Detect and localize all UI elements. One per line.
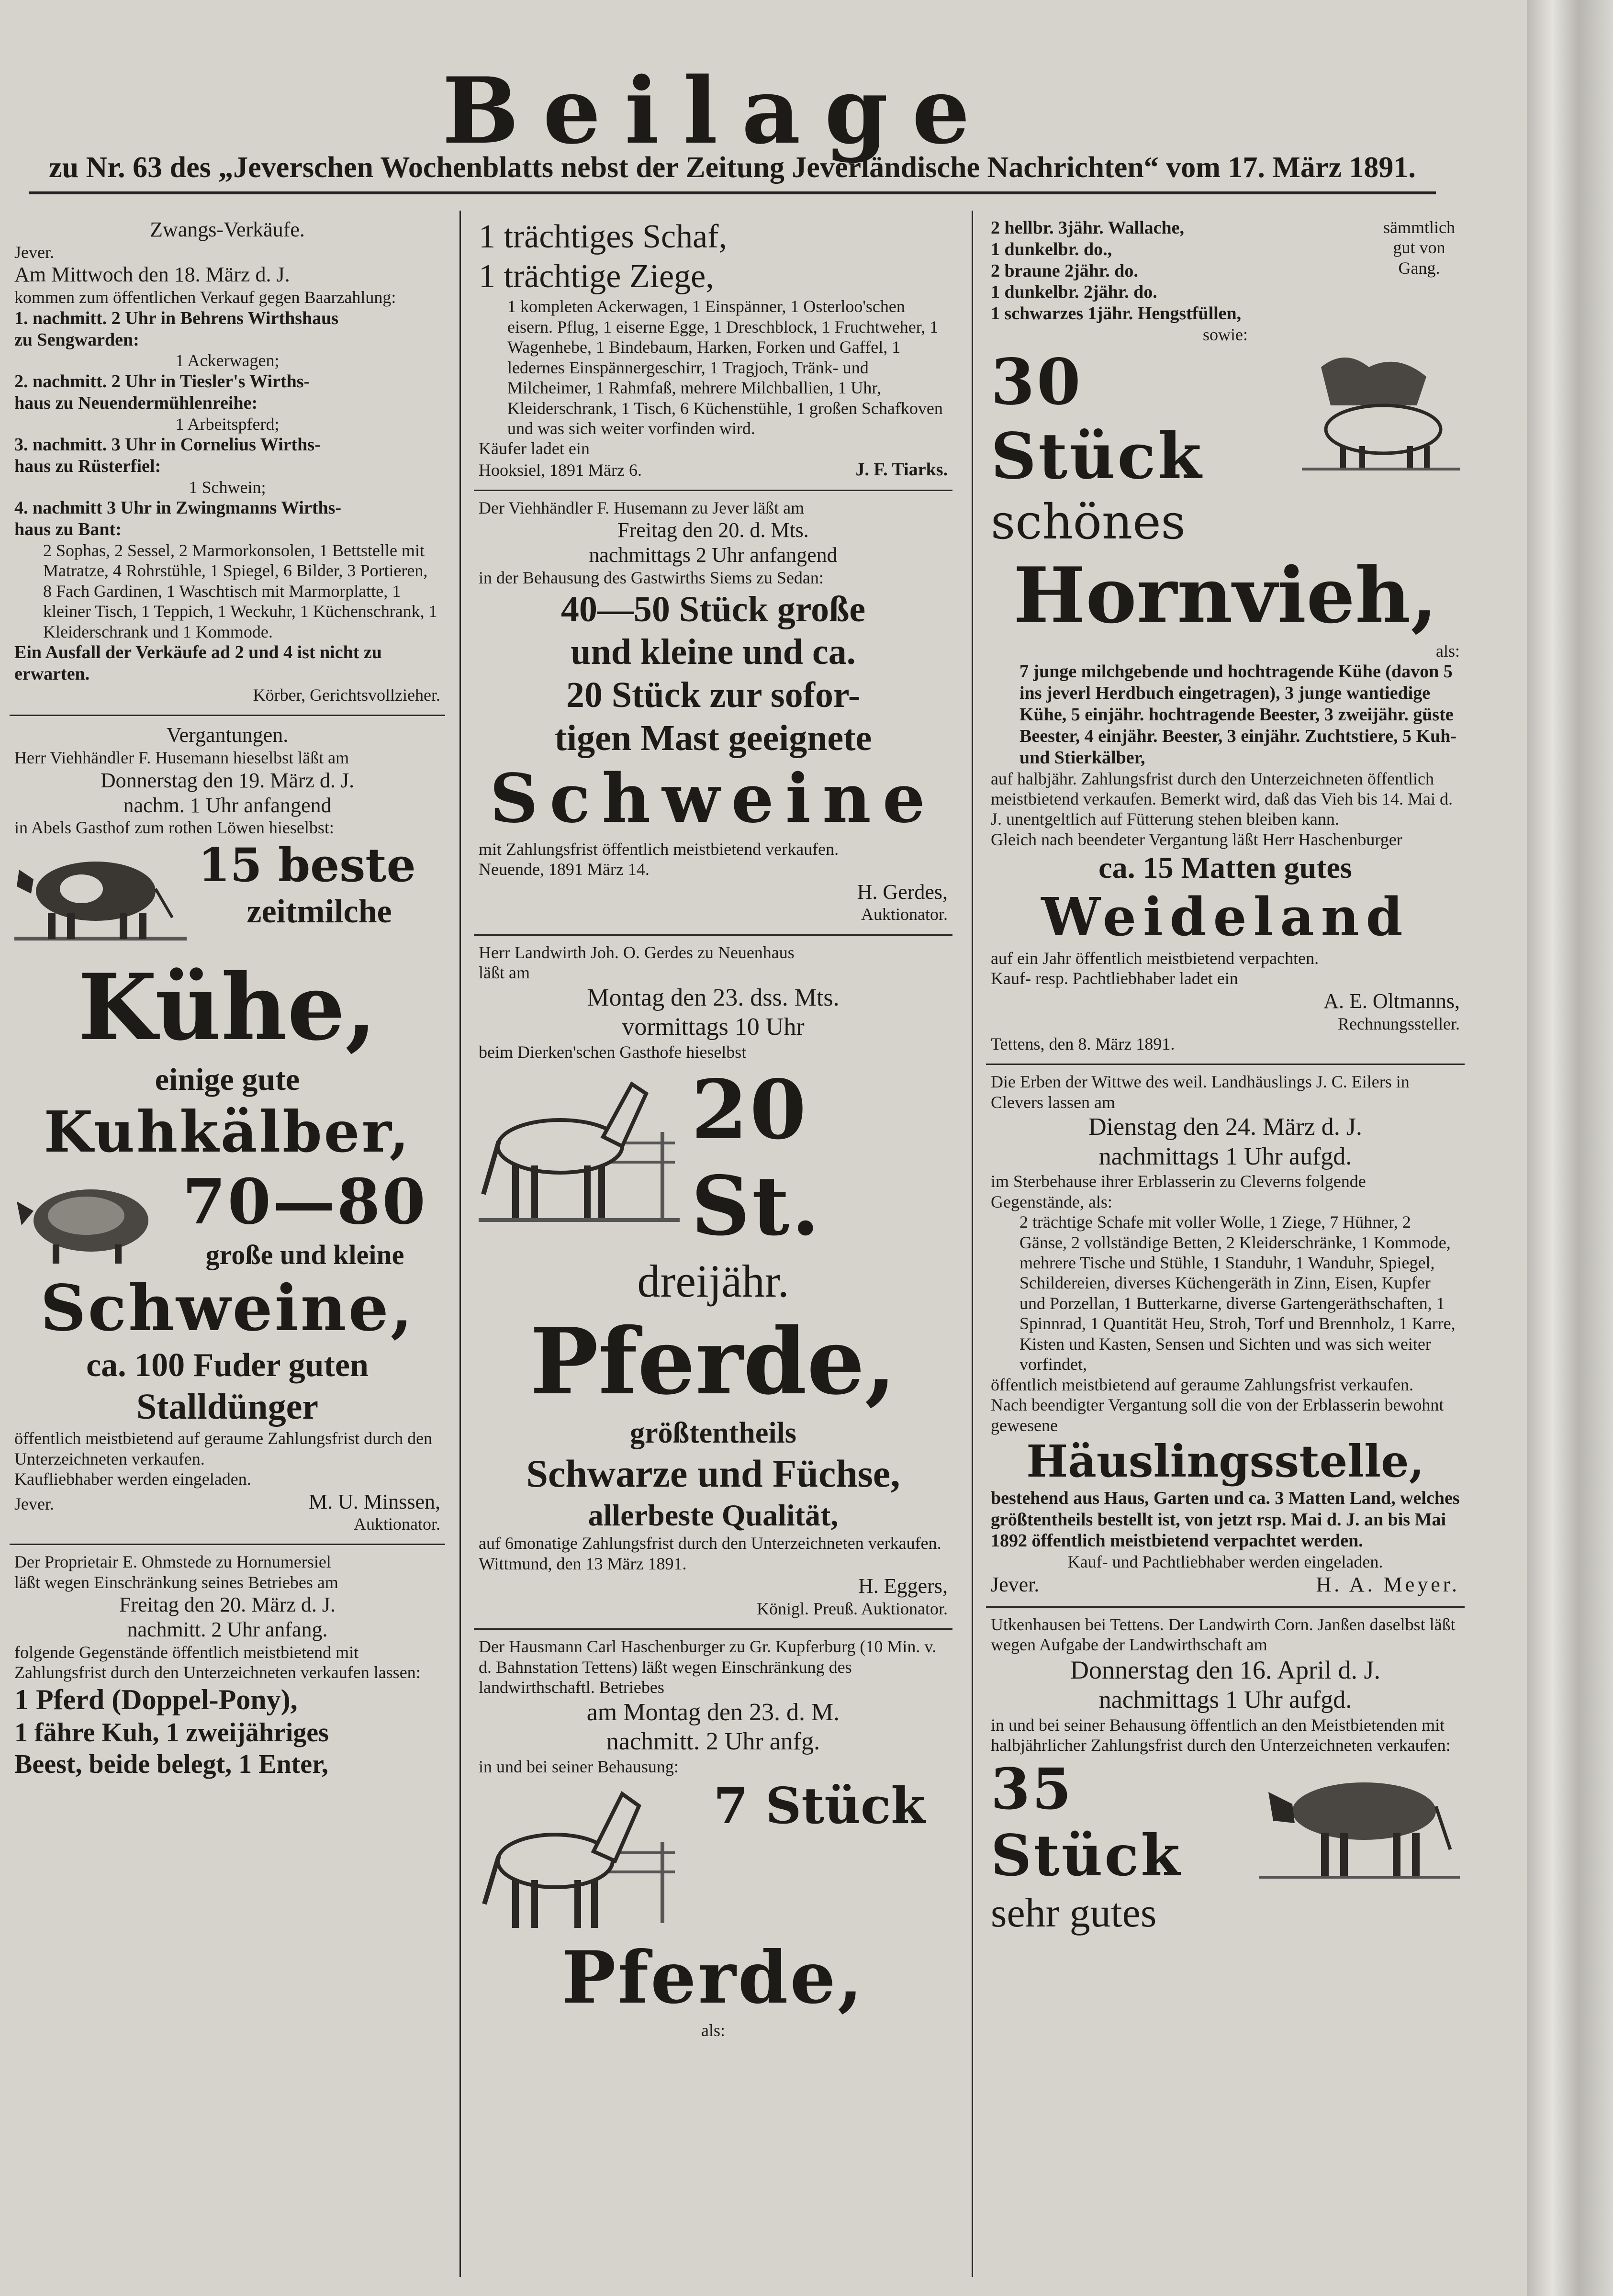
ad-big-text: Pferde, [530, 1308, 896, 1415]
ad-big-text: 20 St. [691, 1062, 822, 1254]
ad-signature: J. F. Tiarks. [855, 459, 948, 480]
ad-schaf [474, 211, 952, 491]
ad-big-text: Stalldünger [136, 1386, 319, 1427]
ad-haschenburger [474, 1630, 952, 2050]
ad-text: in und bei seiner Behausung öffentlich an den Meistbietenden mit halbjährlicher Zahlungsfrist durch den Unterzeichneten verkaufen: [991, 1715, 1451, 1755]
ad-note: Ein Ausfall der Verkäufe ad 2 und 4 ist nicht zu erwarten. [14, 642, 382, 684]
ad-text: Kauf- resp. Pachtliebhaber ladet ein [991, 969, 1238, 988]
ad-text: Der Viehhändler F. Husemann zu Jever läßt am [479, 498, 805, 517]
ad-text: Die Erben der Wittwe des weil. Landhäuslings J. C. Eilers in Clevers lassen am [991, 1072, 1410, 1112]
column-left [10, 211, 445, 2277]
ad-janssen [986, 1608, 1465, 1947]
ad-text: Herr Landwirth Joh. O. Gerdes zu Neuenhaus [479, 942, 795, 962]
ad-big-text: Schweine, [40, 1271, 414, 1346]
ad-text: kommen zum öffentlichen Verkauf gegen Baarzahlung: [14, 288, 396, 307]
pig-block [14, 1165, 440, 1271]
ad-big-text: Beest, beide belegt, 1 Enter, [14, 1749, 328, 1779]
ad-big-text: sehr gutes [991, 1890, 1157, 1936]
cattle-block [991, 345, 1460, 551]
list-item: 1 schwarzes 1jähr. Hengstfüllen, [991, 303, 1242, 324]
ad-text: 3. nachmitt. 3 Uhr in Cornelius Wirths- [14, 435, 321, 455]
ad-text: 2. nachmitt. 2 Uhr in Tiesler's Wirths- [14, 371, 310, 392]
ad-date: Tettens, den 8. März 1891. [991, 1034, 1175, 1054]
ad-date: Dienstag den 24. März d. J. [1088, 1113, 1362, 1141]
ad-big-text: größtentheils [630, 1416, 796, 1449]
ad-signature: Körber, Gerichtsvollzieher. [253, 685, 440, 705]
ad-text: auf 6monatige Zahlungsfrist durch den Unterzeichneten verkaufen. [479, 1534, 941, 1553]
ad-big-text: einige gute [155, 1062, 300, 1098]
ad-text: sowie: [1203, 325, 1248, 345]
ad-time: nachmittags 1 Uhr aufgd. [1098, 1686, 1352, 1714]
ad-big-text: 1 trächtige Ziege, [479, 258, 714, 295]
ad-text: 1 Ackerwagen; [175, 351, 280, 370]
ad-role: Auktionator. [861, 905, 948, 924]
ad-big-text: ca. 15 Matten gutes [1098, 851, 1352, 885]
list-item: 1 dunkelbr. do., [991, 239, 1112, 259]
ad-big-text: allerbeste Qualität, [588, 1498, 839, 1532]
cattle-illustration-icon [1302, 348, 1460, 472]
cow-illustration-icon [14, 841, 187, 951]
ad-gerdes [474, 936, 952, 1630]
ad-date: Freitag den 20. März d. J. [119, 1593, 336, 1617]
ad-hornvieh [986, 211, 1465, 1065]
column-rule [459, 211, 461, 2277]
ad-place: Jever. [14, 242, 54, 262]
ad-time: nachmittags 2 Uhr anfangend [589, 543, 838, 567]
ad-heading: Zwangs-Verkäufe. [150, 218, 305, 241]
ad-text: Der Proprietair E. Ohmstede zu Hornumersiel [14, 1552, 331, 1572]
ad-big-text: 1 trächtiges Schaf, [479, 218, 727, 255]
ad-text: läßt wegen Einschränkung seines Betriebes am [14, 1572, 338, 1592]
cow-block [991, 1756, 1460, 1938]
ad-big-text: Häuslingsstelle, [1026, 1435, 1424, 1488]
ad-text: in und bei seiner Behausung: [479, 1757, 679, 1776]
ad-big-text: dreijähr. [637, 1255, 789, 1307]
ad-place: Jever. [14, 1494, 54, 1513]
cow-illustration-icon [1249, 1758, 1460, 1883]
ad-text: haus zu Rüsterfiel: [14, 456, 161, 476]
ad-date: Am Mittwoch den 18. März d. J. [14, 263, 290, 287]
ad-text: mit Zahlungsfrist öffentlich meistbietend verkaufen. [479, 839, 839, 859]
ad-signature-row [991, 1572, 1460, 1597]
ad-text: Käufer ladet ein [479, 439, 590, 459]
ad-signature: M. U. Minssen, [308, 1490, 440, 1513]
ad-text: folgende Gegenstände öffentlich meistbietend mit Zahlungsfrist durch den Unterzeichneten verkaufen lassen: [14, 1642, 421, 1682]
ad-big-text: und kleine und ca. [571, 632, 856, 672]
horse-block [479, 1777, 948, 2020]
ad-text: als: [1436, 641, 1460, 661]
horse-block [479, 1062, 948, 1308]
ad-time: nachmittags 1 Uhr aufgd. [1098, 1142, 1352, 1170]
ad-text: auf ein Jahr öffentlich meistbietend verpachten. [991, 948, 1319, 968]
ad-text: 7 junge milchgebende und hochtragende Kühe (davon 5 ins jeverl Herdbuch eingetragen), 3 junge wantiedige Kühe, 5 einjähr. hochtragende Beester, 3 zweijähr. güste Beester, 4 einjähr. Beester, 3 einjähr. Zuchtstiere, 5 Kuh- und Stierkälber, [1019, 661, 1457, 768]
ad-date: am Montag den 23. d. M. [586, 1698, 840, 1726]
list-item: 2 hellbr. 3jähr. Wallache, [991, 218, 1184, 238]
pig-illustration-icon [14, 1168, 158, 1268]
ad-signature: H. A. Meyer. [1316, 1572, 1460, 1596]
ad-husemann [474, 491, 952, 936]
ad-text: in Abels Gasthof zum rothen Löwen hieselbst: [14, 818, 334, 838]
ad-text: als: [701, 2020, 725, 2040]
ad-zwangs-verkaeufe [10, 211, 445, 716]
ad-big-text: 20 Stück zur sofor- [566, 675, 861, 716]
ad-text: öffentlich meistbietend auf geraume Zahlungsfrist durch den Unterzeichneten verkaufen. [14, 1429, 433, 1468]
ad-text: 1. nachmitt. 2 Uhr in Behrens Wirthshaus [14, 308, 339, 328]
list-item: 2 braune 2jähr. do. [991, 260, 1138, 281]
ad-text: 2 Sophas, 2 Sessel, 2 Marmorkonsolen, 1 Bettstelle mit Matratze, 4 Rohrstühle, 1 Spiegel, 6 Bilder, 3 Portieren, 8 Fach Gardinen, 1 Waschtisch mit Marmorplatte, 1 kleiner Tisch, 1 Teppich, 1 Weckuhr, 1 Küchenschrank, 1 Kleiderschrank und 1 Kommode. [43, 540, 437, 641]
column-right [986, 211, 1465, 2277]
ad-big-text: schönes [991, 494, 1186, 550]
ad-text: 1 kompleten Ackerwagen, 1 Einspänner, 1 Osterloo'schen eisern. Pflug, 1 eiserne Egge, 1 Dreschblock, 1 Fruchtweher, 1 Wagenhebe, 1 Bindebaum, Harken, Forken und Gaffel, 1 ledernes Einspännergeschirr, 1 Tragjoch, Tränk- und Milcheimer, 1 Rahmfaß, mehrere Milchballien, 1 Uhr, Kleiderschrank, 1 Tisch, 6 Küchenstühle, 1 großen Schafkoven und was sich weiter vorfinden wird. [507, 297, 943, 438]
ad-text: 4. nachmitt 3 Uhr in Zwingmanns Wirths- [14, 498, 342, 518]
ad-big-text: 70—80 [182, 1165, 427, 1239]
ad-text: 1 Schwein; [189, 477, 266, 497]
ad-big-text: tigen Mast geeignete [554, 717, 872, 758]
ad-big-text: Kühe, [78, 953, 377, 1061]
ad-signature-row [479, 459, 948, 480]
ad-signature: H. Gerdes, [857, 880, 948, 904]
list-item: 1 dunkelbr. 2jähr. do. [991, 282, 1157, 302]
ad-role: Auktionator. [354, 1514, 440, 1534]
ad-text: haus zu Neuendermühlenreihe: [14, 392, 258, 413]
cow-block [14, 838, 440, 954]
column-rule [972, 211, 973, 2277]
ad-date: Wittmund, den 13 März 1891. [479, 1554, 687, 1573]
ad-text: läßt am [479, 963, 530, 983]
horse-list [991, 217, 1460, 325]
ad-date: Neuende, 1891 März 14. [479, 860, 650, 879]
ad-text: sämmtlich gut von Gang. [1383, 218, 1455, 278]
ad-big-text: 1 fähre Kuh, 1 zweijähriges [14, 1717, 329, 1747]
ad-text: in der Behausung des Gastwirths Siems zu Sedan: [479, 568, 824, 588]
ad-signature: A. E. Oltmanns, [1323, 989, 1460, 1013]
ad-time: nachmitt. 2 Uhr anfang. [127, 1617, 328, 1641]
ad-big-text: 15 beste [198, 838, 416, 892]
ad-signature-row [14, 1490, 440, 1514]
ad-text: zu Sengwarden: [14, 329, 139, 350]
ad-big-text: große und kleine [205, 1239, 404, 1270]
horse-illustration-icon [479, 1065, 680, 1228]
ad-date: Freitag den 20. d. Mts. [617, 518, 809, 542]
ad-text: Der Hausmann Carl Haschenburger zu Gr. Kupferburg (10 Min. v. d. Bahnstation Tettens) läßt wegen Einschränkung des landwirthschaftl. Betriebes [479, 1637, 937, 1697]
ad-text: haus zu Bant: [14, 519, 122, 539]
ad-text: im Sterbehause ihrer Erblasserin zu Cleverns folgende Gegenstände, als: [991, 1172, 1366, 1211]
ad-text: Utkenhausen bei Tettens. Der Landwirth Corn. Janßen daselbst läßt wegen Aufgabe der Landwirthschaft am [991, 1614, 1456, 1655]
ad-text: bestehend aus Haus, Garten und ca. 3 Matten Land, welches größtentheils bestellt ist, von jetzt rsp. Mai d. J. an bis Mai 1892 öffentlich meistbietend verpachtet werden. [991, 1488, 1460, 1551]
ad-big-text: 40—50 Stück große [560, 589, 866, 629]
ad-time: vormittags 10 Uhr [622, 1013, 805, 1041]
ad-heading: Vergantungen. [166, 723, 289, 747]
ad-signature: H. Eggers, [858, 1574, 948, 1598]
ad-big-text: ca. 100 Fuder guten [86, 1346, 369, 1384]
ad-vergantungen [10, 716, 445, 1545]
ad-text: auf halbjähr. Zahlungsfrist durch den Unterzeichneten öffentlich meistbietend verkaufen. Bemerkt wird, daß das Vieh bis 14. Mai d. J. unentgeltlich auf Fütterung stehen bleiben kann. [991, 769, 1453, 829]
ad-big-text: Kuhkälber, [44, 1098, 411, 1165]
masthead-title: Beilage [442, 57, 994, 164]
ad-ohmstede [10, 1545, 445, 1790]
ad-text: Kaufliebhaber werden eingeladen. [14, 1469, 251, 1489]
ad-role: Rechnungssteller. [1338, 1014, 1460, 1033]
ad-date: Montag den 23. dss. Mts. [587, 984, 840, 1011]
ad-text: 2 trächtige Schafe mit voller Wolle, 1 Ziege, 7 Hühner, 2 Gänse, 2 vollständige Betten, 2 Kleiderschränke, 1 Kommode, mehrere Tische und Stühle, 1 Standuhr, 1 Wanduhr, Spiegel, Schildereien, diverses Küchengeräth in Zinn, Eisen, Kupfer und Porzellan, 1 Butterkarne, diverse Gartengeräthschaften, 1 Spinnrad, 1 Quantität Heu, Stroh, Torf und Brennholz, 1 Karre, Kisten und Kasten, Sensen und Sichten und was sich weiter vorfindet, [1019, 1212, 1456, 1374]
ad-big-text: 7 Stück [713, 1776, 926, 1835]
ad-erben [986, 1065, 1465, 1607]
ad-big-text: Weideland [1041, 885, 1410, 948]
masthead-subtitle: zu Nr. 63 des „Jeverschen Wochenblatts nebst der Zeitung Jeverländische Nachrichten“ vom 17. März 1891. [29, 151, 1436, 194]
ad-big-text: 30 Stück [991, 345, 1204, 494]
ad-text: Gleich nach beendeter Vergantung läßt Herr Haschenburger [991, 829, 1402, 849]
ad-big-text: zeitmilche [246, 893, 392, 930]
ad-big-text: 1 Pferd (Doppel-Pony), [14, 1683, 298, 1715]
ad-big-text: Schwarze und Füchse, [526, 1451, 900, 1495]
ad-text: öffentlich meistbietend auf geraume Zahlungsfrist verkaufen. [991, 1375, 1414, 1394]
ad-time: nachmitt. 2 Uhr anfg. [606, 1728, 820, 1756]
ad-date: Donnerstag den 19. März d. J. [100, 768, 355, 792]
ad-date: Donnerstag den 16. April d. J. [1070, 1655, 1380, 1684]
ad-date: Hooksiel, 1891 März 6. [479, 460, 642, 480]
page-edge [1527, 0, 1613, 2296]
ad-role: Königl. Preuß. Auktionator. [757, 1599, 948, 1618]
ad-text: beim Dierken'schen Gasthofe hieselbst [479, 1042, 747, 1062]
horse-list-rows [991, 217, 1241, 325]
ad-big-text: Hornvieh, [1013, 550, 1438, 641]
column-middle [474, 211, 952, 2277]
ad-text: 1 Arbeitspferd; [175, 414, 280, 434]
horse-illustration-icon [479, 1780, 680, 1933]
ad-place: Jever. [991, 1572, 1040, 1596]
ad-text: Herr Viehhändler F. Husemann hieselbst läßt am [14, 748, 349, 768]
ad-text: Nach beendigter Vergantung soll die von der Erblasserin bewohnt gewesene [991, 1395, 1444, 1435]
ad-time: nachm. 1 Uhr anfangend [123, 793, 332, 817]
ad-big-text: Schweine [490, 760, 937, 839]
ad-big-text: 35 Stück [991, 1755, 1182, 1889]
ad-text: Kauf- und Pachtliebhaber werden eingeladen. [1067, 1552, 1383, 1572]
ad-big-text: Pferde, [561, 1935, 865, 2020]
